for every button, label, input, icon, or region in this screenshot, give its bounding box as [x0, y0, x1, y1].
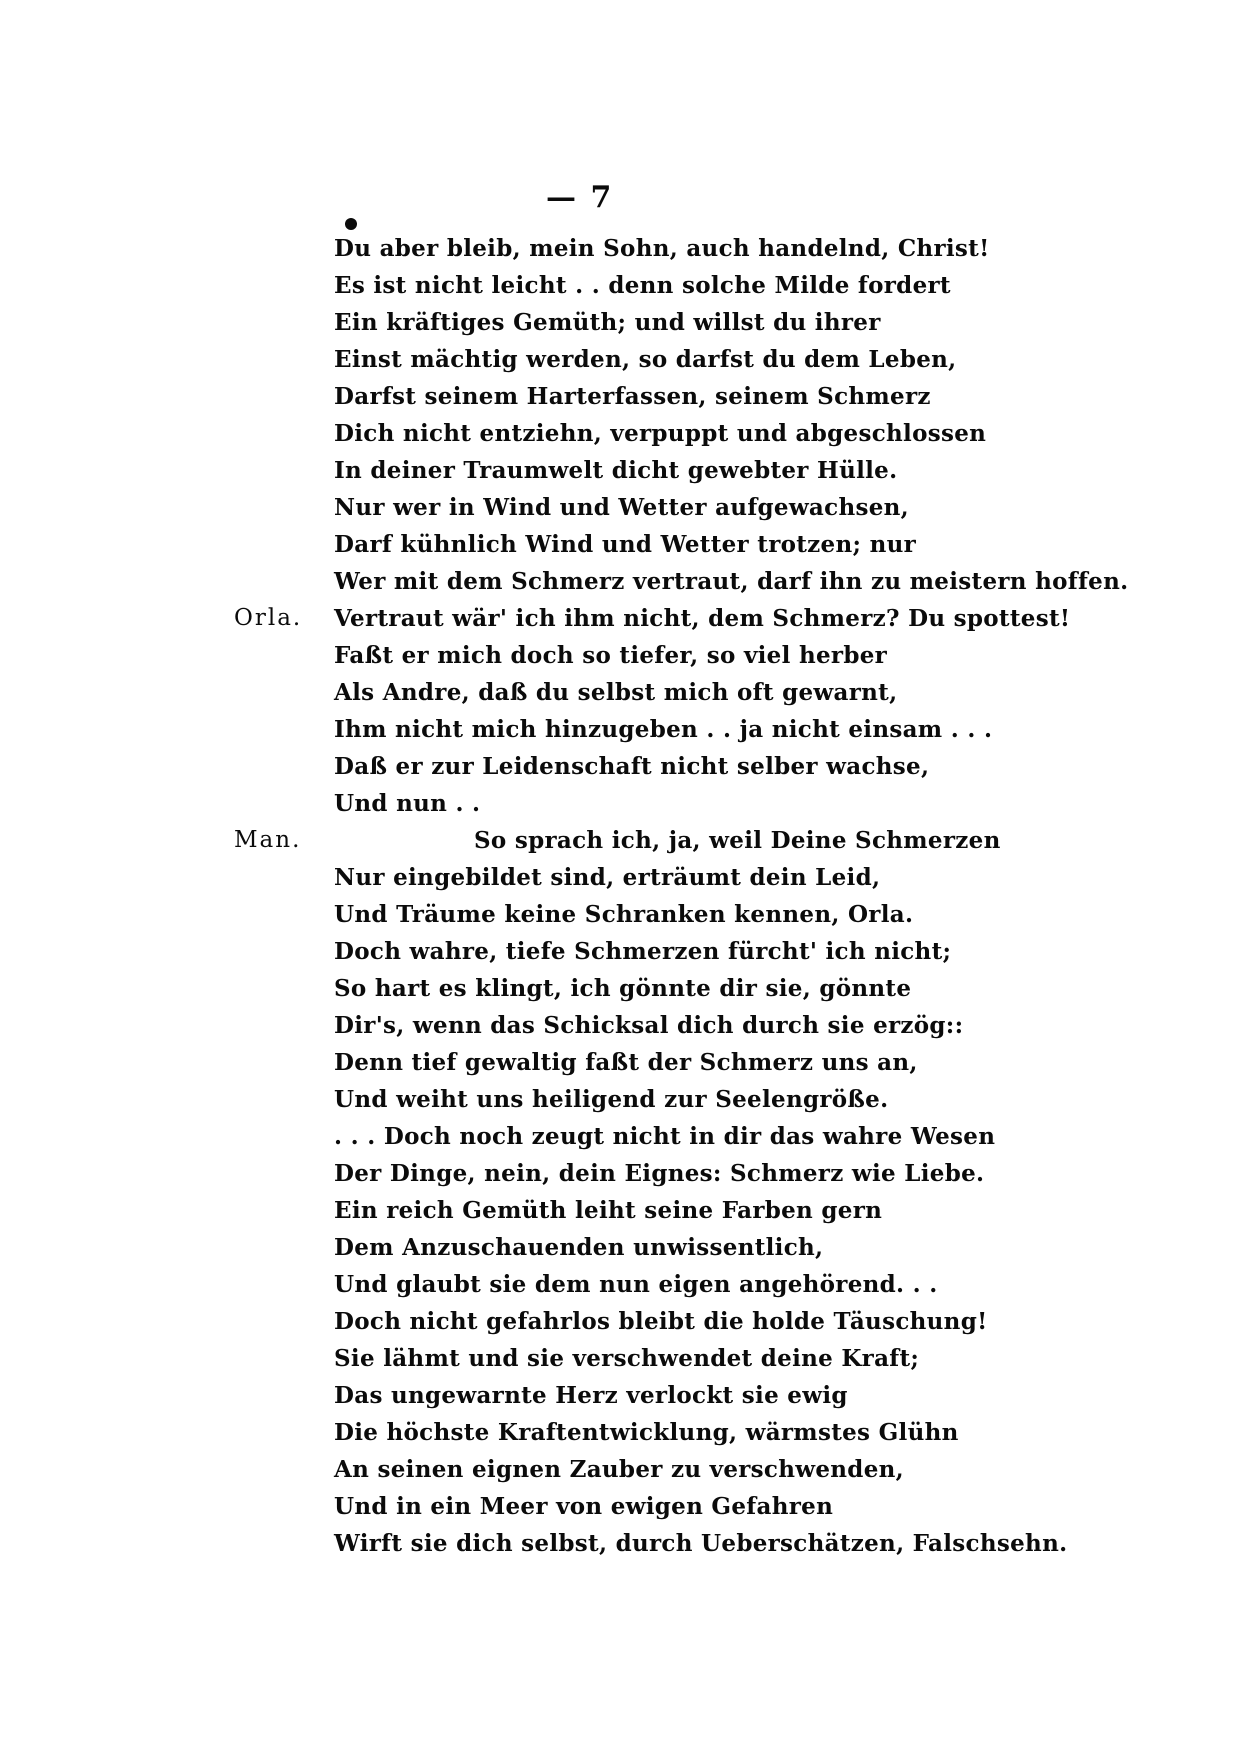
- verse-text: Faßt er mich doch so tiefer, so viel herber: [334, 642, 888, 669]
- verse-line: [334, 1377, 1134, 1414]
- verse-line: [334, 341, 1134, 378]
- verse-line: [334, 1044, 1134, 1081]
- verse-line: [334, 1340, 1134, 1377]
- verse-line: [334, 859, 1134, 896]
- verse-line: [334, 489, 1134, 526]
- verse-text: Einst mächtig werden, so darfst du dem Leben,: [334, 346, 957, 373]
- verse-line: [334, 970, 1134, 1007]
- verse-text: . . . Doch noch zeugt nicht in dir das wahre Wesen: [334, 1123, 996, 1150]
- verse-text: Daß er zur Leidenschaft nicht selber wachse,: [334, 753, 930, 780]
- verse-line: [334, 1266, 1134, 1303]
- verse-text: In deiner Traumwelt dicht gewebter Hülle.: [334, 457, 898, 484]
- verse-line: [334, 1451, 1134, 1488]
- verse-line: [234, 822, 1134, 859]
- verse-text: So sprach ich, ja, weil Deine Schmerzen: [474, 827, 1001, 854]
- verse-line: [334, 711, 1134, 748]
- speaker-label: Man.: [234, 827, 302, 853]
- page-number: — 7: [546, 180, 614, 215]
- verse-text: Und Träume keine Schranken kennen, Orla.: [334, 901, 914, 928]
- verse-line: [334, 1525, 1134, 1562]
- verse-text: Wirft sie dich selbst, durch Ueberschätzen, Falschsehn.: [334, 1530, 1068, 1557]
- verse-text: Du aber bleib, mein Sohn, auch handelnd, Christ!: [334, 235, 990, 262]
- verse-line: [334, 1192, 1134, 1229]
- verse-line: [334, 896, 1134, 933]
- verse-line: [334, 1155, 1134, 1192]
- verse-text: Sie lähmt und sie verschwendet deine Kraft;: [334, 1345, 920, 1372]
- verse-text: So hart es klingt, ich gönnte dir sie, gönnte: [334, 975, 912, 1002]
- verse-line: [334, 378, 1134, 415]
- verse-line: [334, 563, 1134, 600]
- verse-text: Darfst seinem Harterfassen, seinem Schmerz: [334, 383, 931, 410]
- verse-text: Und nun . .: [334, 790, 481, 817]
- verse-line: [334, 1007, 1134, 1044]
- verse-text: Nur eingebildet sind, erträumt dein Leid,: [334, 864, 881, 891]
- verse-text: Vertraut wär' ich ihm nicht, dem Schmerz? Du spottest!: [334, 605, 1071, 632]
- verse-line: [334, 1414, 1134, 1451]
- verse-line: [334, 1229, 1134, 1266]
- verse-line: [334, 452, 1134, 489]
- verse-line: [334, 748, 1134, 785]
- verse-text: Doch wahre, tiefe Schmerzen fürcht' ich nicht;: [334, 938, 952, 965]
- verse-text: Die höchste Kraftentwicklung, wärmstes Glühn: [334, 1419, 959, 1446]
- verse-line: [334, 1081, 1134, 1118]
- verse-text: Und weiht uns heiligend zur Seelengröße.: [334, 1086, 889, 1113]
- verse-text: Das ungewarnte Herz verlockt sie ewig: [334, 1382, 848, 1409]
- verse-line: [334, 637, 1134, 674]
- verse-text: Und glaubt sie dem nun eigen angehörend. . .: [334, 1271, 938, 1298]
- verse-line: [334, 304, 1134, 341]
- verse-text: Dir's, wenn das Schicksal dich durch sie erzög::: [334, 1012, 964, 1039]
- verse-text: Denn tief gewaltig faßt der Schmerz uns an,: [334, 1049, 918, 1076]
- speaker-label: Orla.: [234, 605, 303, 631]
- verse-text: An seinen eignen Zauber zu verschwenden,: [334, 1456, 904, 1483]
- verse-line: [334, 1303, 1134, 1340]
- verse-line: [334, 1488, 1134, 1525]
- verse-text: Ein kräftiges Gemüth; und willst du ihrer: [334, 309, 881, 336]
- verse-line: [334, 267, 1134, 304]
- verse-line: [334, 674, 1134, 711]
- verse-line: [334, 526, 1134, 563]
- verse-text: Ihm nicht mich hinzugeben . . ja nicht einsam . . .: [334, 716, 993, 743]
- verse-text: Wer mit dem Schmerz vertraut, darf ihn zu meistern hoffen.: [334, 568, 1129, 595]
- verse-line: [334, 785, 1134, 822]
- verse-text: Darf kühnlich Wind und Wetter trotzen; nur: [334, 531, 917, 558]
- verse-line: [334, 230, 1134, 267]
- verse-text: Als Andre, daß du selbst mich oft gewarnt,: [334, 679, 898, 706]
- verse-text: Und in ein Meer von ewigen Gefahren: [334, 1493, 834, 1520]
- verse-text: Dem Anzuschauenden unwissentlich,: [334, 1234, 824, 1261]
- verse-line: [334, 415, 1134, 452]
- verse-text: Doch nicht gefahrlos bleibt die holde Täuschung!: [334, 1308, 988, 1335]
- verse-text: Dich nicht entziehn, verpuppt und abgeschlossen: [334, 420, 987, 447]
- verse-block: [234, 230, 1134, 1562]
- verse-text: Nur wer in Wind und Wetter aufgewachsen,: [334, 494, 909, 521]
- verse-text: Ein reich Gemüth leiht seine Farben gern: [334, 1197, 883, 1224]
- verse-line: [234, 600, 1134, 637]
- verse-text: Der Dinge, nein, dein Eignes: Schmerz wie Liebe.: [334, 1160, 985, 1187]
- verse-line: [334, 933, 1134, 970]
- ink-dot: [345, 218, 357, 230]
- verse-text: Es ist nicht leicht . . denn solche Milde fordert: [334, 272, 951, 299]
- verse-line: [334, 1118, 1134, 1155]
